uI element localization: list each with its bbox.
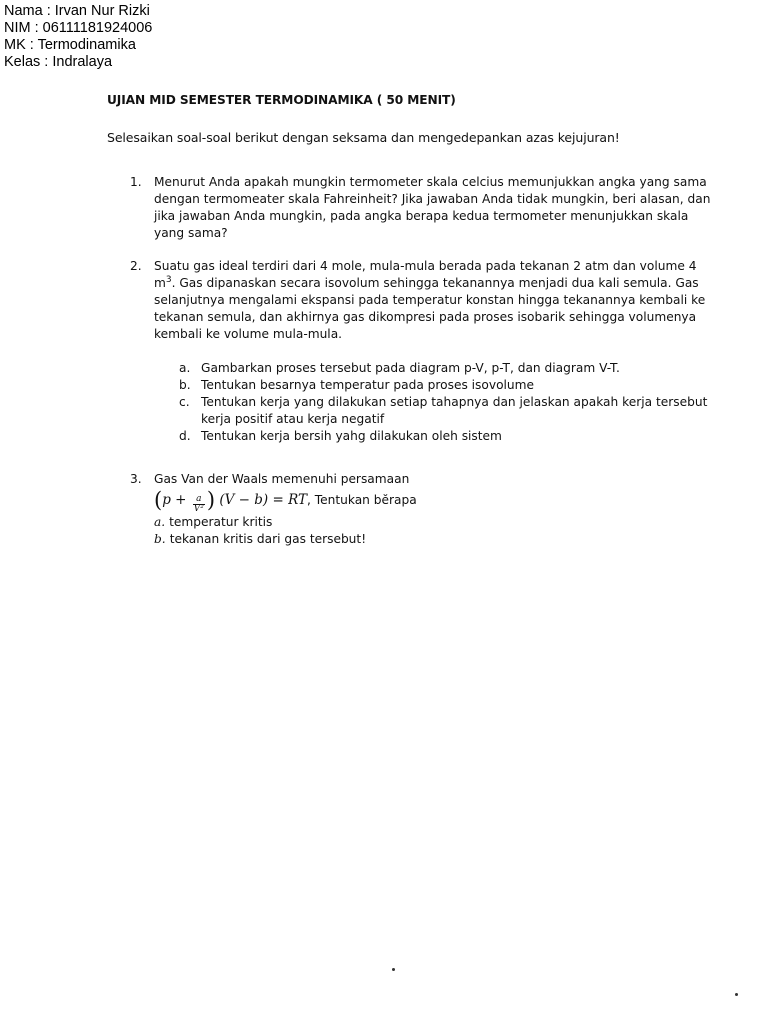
formula-plus: + (170, 492, 191, 508)
sub-text: Gambarkan proses tersebut pada diagram p-V, p-T, dan diagram V-T. (201, 361, 620, 375)
sub-label: b. (154, 532, 166, 546)
question-3 (107, 471, 727, 548)
formula-p: p (162, 492, 171, 508)
scan-speck (392, 968, 395, 971)
student-nim: NIM : 06111181924006 (4, 20, 153, 36)
formula-tail: , Tentukan bĕrapa (307, 493, 417, 507)
student-info (4, 3, 152, 71)
exam-title: UJIAN MID SEMESTER TERMODINAMIKA ( 50 MENIT) (107, 93, 456, 107)
sub-question-a (154, 514, 727, 531)
exam-document (107, 92, 727, 548)
sub-text: temperatur kritis (169, 515, 273, 529)
question-1 (107, 174, 727, 242)
question-text: Menurut Anda apakah mungkin termometer skala celcius memunjukkan angka yang sama dengan termomeater skala Fahreinheit? Jika jawaban Anda tidak mungkin, beri alasan, dan jika jawaban Anda mungkin, pada angka berapa kedua termometer menunjukkan skala yang sama? (154, 175, 711, 240)
sub-label: b. (179, 378, 191, 392)
fraction-numerator: a (193, 495, 205, 505)
question-text-part: . Gas dipanaskan secara isovolum sehingga tekanannya menjadi dua kali semula. Gas selanjutnya mengalami ekspansi pada temperatur konstan hingga tekanannya kembali ke tekanan semula, dan akhirnya gas dikompresi pada proses isobarik sehingga volumenya kembali ke volume mula-mula. (154, 276, 706, 341)
sub-question-b (154, 531, 727, 548)
question-text-part: Suatu gas ideal terdiri dari 4 mole, mula-mula berada pada tekanan 2 atm dan volume 4 m (154, 259, 697, 290)
formula-fraction (193, 495, 205, 514)
scan-speck (735, 993, 738, 996)
question-text (154, 258, 719, 343)
class-name: Kelas : Indralaya (4, 54, 113, 70)
van-der-waals-equation: (p + $\frac{a}{\text{V²}}$ ) (V − b) = RT, Tentukan bĕrapa (154, 488, 417, 514)
sub-text: Tentukan kerja bersih yahg dilakukan oleh sistem (201, 429, 502, 443)
sub-label: a. (154, 515, 166, 529)
sub-question-c (179, 394, 727, 428)
fraction-denominator: V² (193, 504, 204, 514)
formula-middle: (V − b) = RT (215, 492, 308, 508)
sub-text: tekanan kritis dari gas tersebut! (169, 532, 367, 546)
exam-instruction: Selesaikan soal-soal berikut dengan seksama dan mengedepankan azas kejujuran! (107, 130, 620, 145)
question-2 (107, 258, 727, 445)
sub-question-list (154, 360, 727, 445)
question-number: 3. (130, 472, 142, 486)
sub-question-b (179, 377, 727, 394)
question-number: 1. (130, 175, 142, 189)
sub-label: d. (179, 429, 191, 443)
course-name: MK : Termodinamika (4, 37, 136, 53)
question-number: 2. (130, 259, 142, 273)
sub-label: a. (179, 361, 191, 375)
sub-label: c. (179, 395, 190, 409)
student-name: Nama : Irvan Nur Rizki (4, 3, 150, 19)
sub-text: Tentukan besarnya temperatur pada proses isovolume (201, 378, 535, 392)
sub-question-a (179, 360, 727, 377)
sub-question-d (179, 428, 727, 445)
superscript: 3 (165, 274, 172, 285)
question-text: Gas Van der Waals memenuhi persamaan (154, 472, 410, 486)
sub-text: Tentukan kerja yang dilakukan setiap tahapnya dan jelaskan apakah kerja tersebut kerja positif atau kerja negatif (201, 395, 708, 426)
